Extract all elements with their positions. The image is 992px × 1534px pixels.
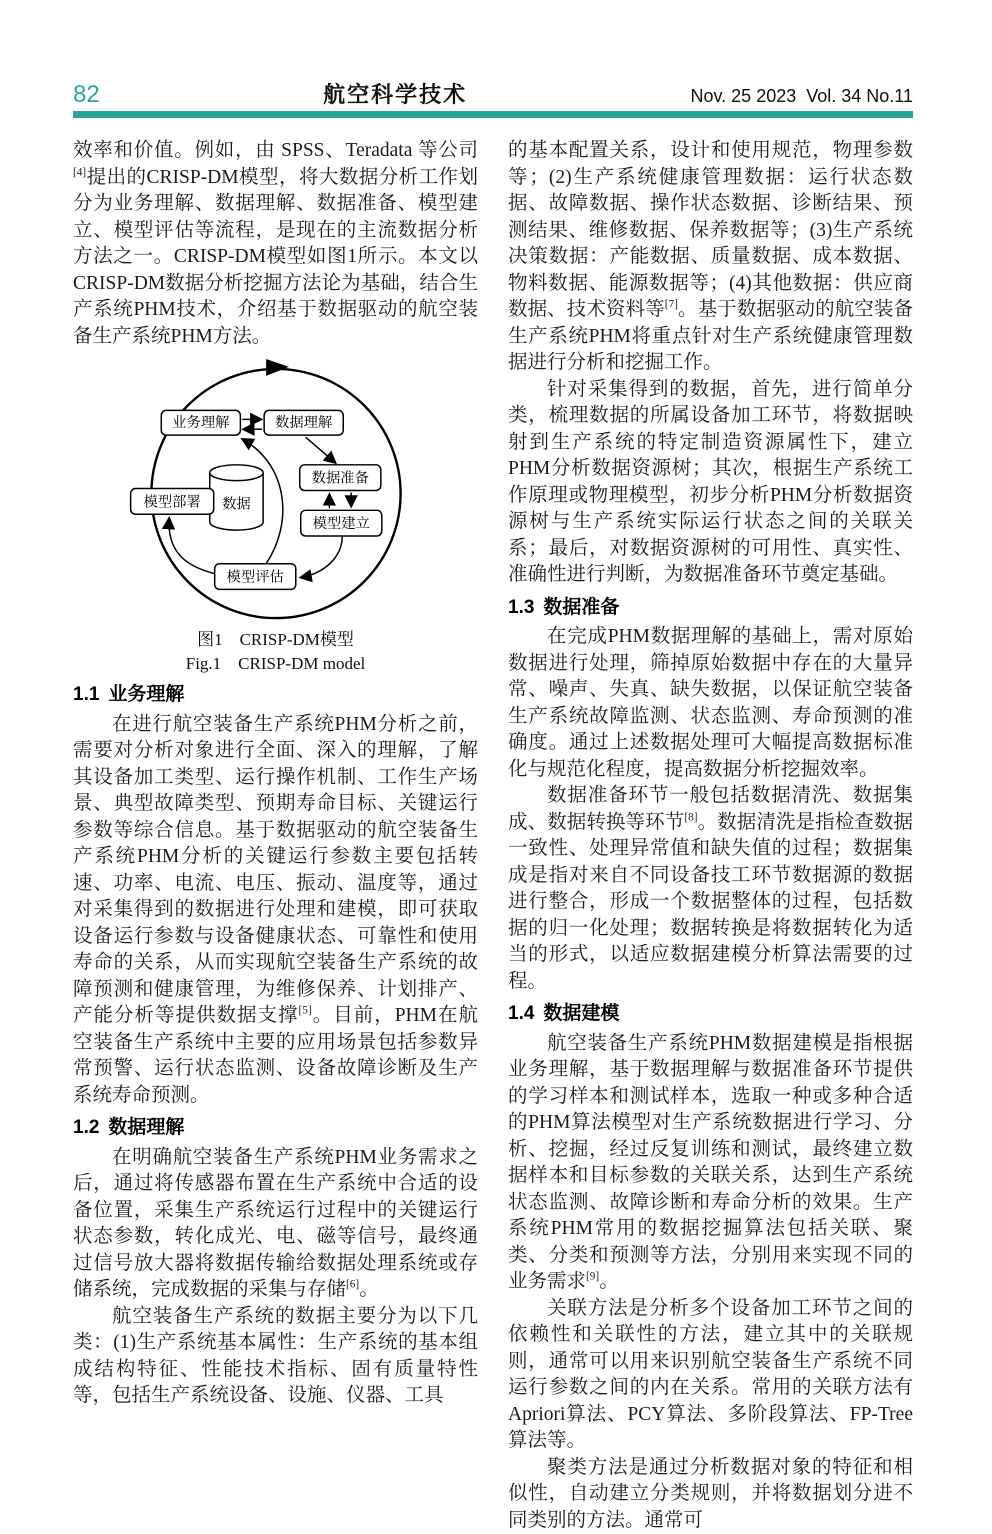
paragraph-1-3-a: 在完成PHM数据理解的基础上，需对原始数据进行处理，筛掉原始数据中存在的大量异常、噪声、失真、缺失数据，以保证航空装备生产系统故障监测、状态监测、寿命预测的准确度。通过上述数据处理可大幅提高数据标准化与规范化程度，提高数据分析挖掘效率。 bbox=[508, 624, 913, 783]
paragraph-1-3-b: 数据准备环节一般包括数据清洗、数据集成、数据转换等环节[8]。数据清洗是指检查数据一致性、处理异常值和缺失值的过程；数据集成是指对来自不同设备技工环节数据源的数据进行整合，形成一个数据整体的过程，包括数据的归一化处理；数据转换是将数据转化为适当的形式，以适应数据建模分析算法需要的过程。 bbox=[508, 783, 913, 995]
node-label-model-deployment: 模型部署 bbox=[143, 492, 200, 510]
paragraph-data-classify: 针对采集得到的数据，首先，进行简单分类，梳理数据的所属设备加工环节，将数据映射到生产系统的特定制造资源属性下，建立PHM分析数据资源树；其次，根据生产系统工作原理或物理模型，初步分析PHM分析数据资源树与生产系统实际运行状态之间的关联关系；最后，对数据资源树的可用性、真实性、准确性进行判断，为数据准备环节奠定基础。 bbox=[508, 377, 913, 589]
heading-title: 数据准备 bbox=[543, 595, 619, 622]
heading-1-1 bbox=[73, 682, 478, 709]
issue-info: Nov. 25 2023 Vol. 34 No.11 bbox=[691, 86, 914, 107]
node-label-model-building: 模型建立 bbox=[312, 514, 369, 532]
crisp-dm-diagram bbox=[98, 358, 454, 628]
left-column bbox=[73, 138, 478, 1534]
data-cylinder-top bbox=[209, 465, 262, 481]
paragraph-1-4-c: 聚类方法是通过分析数据对象的特征和相似性，自动建立分类规则，并将数据划分进不同类别的方法。通常可 bbox=[508, 1455, 913, 1534]
two-column-body bbox=[73, 138, 913, 1534]
heading-title: 业务理解 bbox=[108, 682, 184, 709]
arrow-evaluation-to-deployment bbox=[169, 518, 215, 573]
paragraph-intro: 效率和价值。例如，由 SPSS、Teradata 等公司[4]提出的CRISP-DM模型，将大数据分析工作划分为业务理解、数据理解、数据准备、模型建立、模型评估等流程，是现在的主流数据分析方法之一。CRISP-DM模型如图1所示。本文以CRISP-DM数据分析挖掘方法论为基础，结合生产系统PHM技术，介绍基于数据驱动的航空装备生产系统PHM方法。 bbox=[73, 138, 478, 350]
paragraph-continuation: 的基本配置关系，设计和使用规范，物理参数等；(2)生产系统健康管理数据：运行状态数据、故障数据、操作状态数据、诊断结果、预测结果、维修数据、保养数据等；(3)生产系统决策数据：产能数据、质量数据、成本数据、物料数据、能源数据等；(4)其他数据：供应商数据、技术资料等[7]。基于数据驱动的航空装备生产系统PHM将重点针对生产系统健康管理数据进行分析和挖掘工作。 bbox=[508, 138, 913, 377]
heading-title: 数据理解 bbox=[108, 1115, 184, 1142]
right-column bbox=[508, 138, 913, 1534]
heading-number: 1.3 bbox=[508, 595, 534, 622]
figure-caption-en: Fig.1 CRISP-DM model bbox=[73, 652, 478, 676]
heading-1-3 bbox=[508, 595, 913, 622]
figure-caption-zh: 图1 CRISP-DM模型 bbox=[73, 628, 478, 652]
node-label-data-understanding: 数据理解 bbox=[275, 413, 333, 431]
arrow-understanding-to-preparation bbox=[305, 437, 335, 463]
heading-number: 1.1 bbox=[73, 682, 99, 709]
paragraph-1-4-a: 航空装备生产系统PHM数据建模是指根据业务理解，基于数据理解与数据准备环节提供的学习样本和测试样本，选取一种或多种合适的PHM算法模型对生产系统数据进行学习、分析、挖掘，经过反复训练和测试，最终建立数据样本和目标参数的关联关系，达到生产系统状态监测、故障诊断和寿命分析的效果。生产系统PHM常用的数据挖掘算法包括关联、聚类、分类和预测等方法，分别用来实现不同的业务需求[9]。 bbox=[508, 1031, 913, 1296]
paragraph-1-1: 在进行航空装备生产系统PHM分析之前，需要对分析对象进行全面、深入的理解，了解其设备加工类型、运行操作机制、工作生产场景、典型故障类型、预期寿命目标、关键运行参数等综合信息。基于数据驱动的航空装备生产系统PHM分析的关键运行参数主要包括转速、功率、电流、电压、振动、温度等，通过对采集得到的数据进行处理和建模，即可获取设备运行参数与设备健康状态、可靠性和使用寿命的关系，从而实现航空装备生产系统的故障预测和健康管理，为维修保养、计划排产、产能分析等提供数据支撑[5]。目前，PHM在航空装备生产系统中主要的应用场景包括参数异常预警、运行状态监测、设备故障诊断及生产系统寿命预测。 bbox=[73, 712, 478, 1110]
node-label-model-evaluation: 模型评估 bbox=[226, 568, 283, 586]
journal-title: 航空科学技术 bbox=[100, 78, 691, 109]
heading-1-4 bbox=[508, 1001, 913, 1028]
arrow-building-to-evaluation bbox=[300, 536, 342, 578]
paragraph-1-2-a: 在明确航空装备生产系统PHM业务需求之后，通过将传感器布置在生产系统中合适的设备位置，采集生产系统运行过程中的关键运行状态参数，转化成光、电、磁等信号，最终通过信号放大器将数据传输给数据处理系统或存储系统，完成数据的采集与存储[6]。 bbox=[73, 1145, 478, 1304]
page-header bbox=[73, 78, 913, 109]
cycle-arrowhead-icon bbox=[266, 359, 289, 376]
page-number: 82 bbox=[73, 81, 100, 109]
paragraph-1-2-b: 航空装备生产系统的数据主要分为以下几类：(1)生产系统基本属性：生产系统的基本组成结构特征、性能技术指标、固有质量特性等，包括生产系统设备、设施、仪器、工具 bbox=[73, 1304, 478, 1410]
node-label-business-understanding: 业务理解 bbox=[172, 414, 230, 431]
heading-title: 数据建模 bbox=[543, 1001, 619, 1028]
paragraph-1-4-b: 关联方法是分析多个设备加工环节之间的依赖性和关联性的方法，建立其中的关联规则，通常可以用来识别航空装备生产系统不同运行参数之间的内在关系。常用的关联方法有Apriori算法、PCY算法、多阶段算法、FP-Tree算法等。 bbox=[508, 1296, 913, 1455]
node-label-data-preparation: 数据准备 bbox=[311, 469, 368, 487]
heading-number: 1.4 bbox=[508, 1001, 534, 1028]
header-rule bbox=[73, 111, 913, 118]
heading-1-2 bbox=[73, 1115, 478, 1142]
figure-crisp-dm bbox=[73, 358, 478, 676]
node-label-data: 数据 bbox=[222, 494, 251, 512]
heading-number: 1.2 bbox=[73, 1115, 99, 1142]
